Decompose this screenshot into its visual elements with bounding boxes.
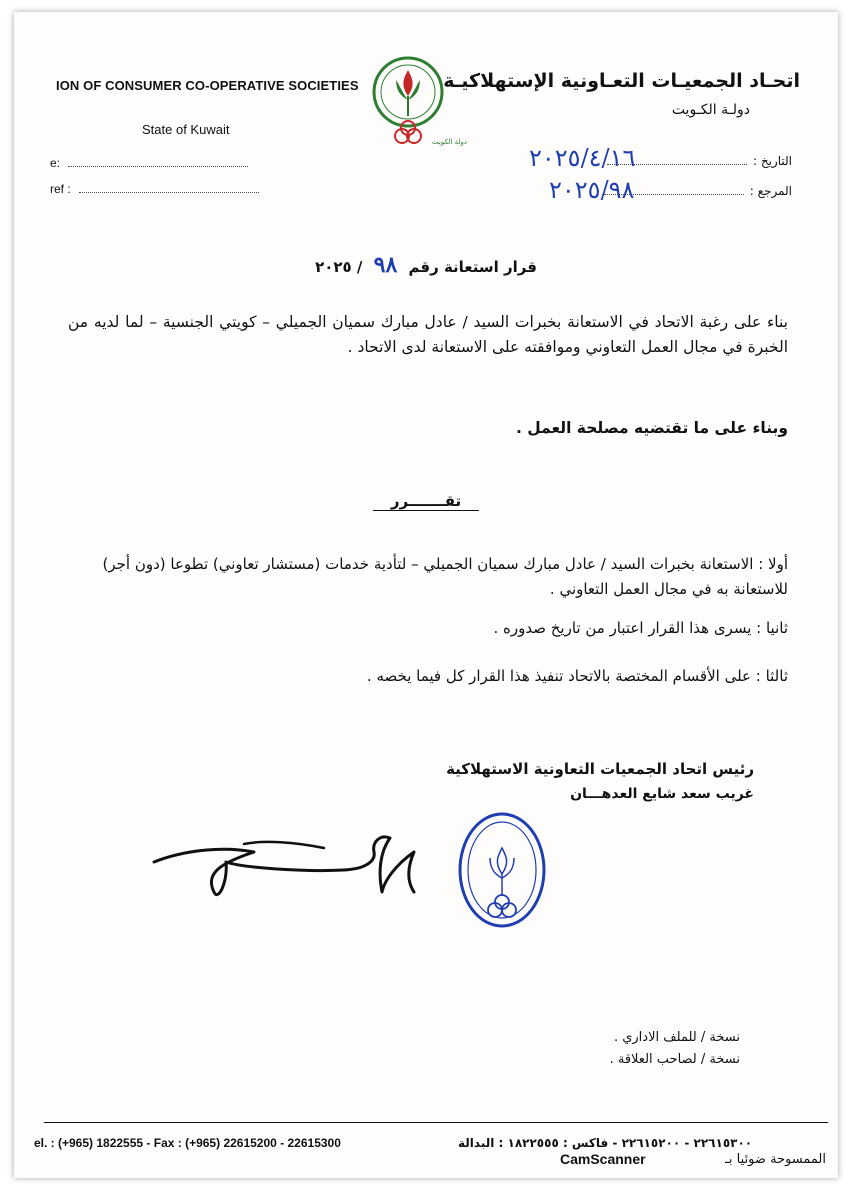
handwritten-ref: ٢٠٢٥/٩٨ — [549, 176, 635, 204]
copy-line-2: نسخة / لصاحب العلاقة . — [609, 1052, 740, 1067]
scanner-label-ar: الممسوحة ضوئيا بـ — [725, 1152, 826, 1167]
copy-line-1: نسخة / للملف الاداري . — [613, 1030, 740, 1045]
decision-item-2: ثانيا : يسرى هذا القرار اعتبار من تاريخ صدوره . — [493, 619, 788, 637]
scanner-app-name: CamScanner — [560, 1151, 646, 1167]
svg-text:دولة الكويت: دولة الكويت — [432, 138, 467, 146]
ref-label-en: ref : — [50, 182, 71, 196]
handwritten-signature — [144, 822, 464, 912]
document-page — [14, 12, 838, 1178]
official-stamp-icon — [454, 810, 554, 940]
date-field-en — [50, 156, 248, 170]
footer-divider — [44, 1122, 828, 1123]
decision-number: ٩٨ — [373, 252, 398, 278]
decision-year: / ٢٠٢٥ — [315, 258, 363, 276]
ref-dots — [79, 182, 259, 193]
date-label-ar: التاريخ : — [752, 154, 792, 168]
decision-item-3: ثالثا : على الأقسام المختصة بالاتحاد تنفيذ هذا القرار كل فيما يخصه . — [366, 667, 788, 685]
title-prefix: قرار استعانة رقم — [408, 258, 537, 276]
date-label-en: e: — [50, 156, 61, 170]
ref-field-en — [50, 182, 259, 196]
footer-contact-en: el. : (+965) 1822555 - Fax : (+965) 22615200 - 22615300 — [34, 1136, 341, 1150]
org-name-ar: اتحـاد الجمعيـات التعـاونية الإستهلاكيـة — [443, 70, 800, 92]
ref-label-ar: المرجع : — [749, 184, 792, 198]
signatory-name: غريب سعد شايع العدهـــان — [570, 786, 754, 802]
state-name-ar: دولـة الكـويت — [671, 102, 750, 118]
crest-logo-icon — [366, 40, 467, 150]
preamble-paragraph: بناء على رغبة الاتحاد في الاستعانة بخبرات السيد / عادل مبارك سميان الجميلي – كويتي الجنسية – لما لديه من الخبرة في مجال العمل التعاوني وموافقته على الاستعانة لدى الاتحاد . — [68, 313, 788, 356]
org-name-en: ION OF CONSUMER CO-OPERATIVE SOCIETIES — [56, 78, 359, 93]
footer-contact-ar: ٢٢٦١٥٣٠٠ - ٢٢٦١٥٢٠٠ - فاكس : ١٨٢٢٥٥٥ : البدالة — [458, 1136, 753, 1150]
decision-item-1: أولا : الاستعانة بخبرات السيد / عادل مبارك سميان الجميلي – لتأدية خدمات (مستشار تعاوني) تطوعا (دون أجر) للاستعانة به في مجال العمل التعاوني . — [102, 555, 788, 598]
decision-title — [14, 252, 838, 278]
handwritten-date: ٢٠٢٥/٤/١٦ — [529, 144, 636, 172]
date-dots — [68, 156, 248, 167]
decides-heading: تقـــــــرر — [14, 492, 838, 510]
preamble-paragraph-2: وبناء على ما تقتضيه مصلحة العمل . — [516, 419, 788, 437]
state-name-en: State of Kuwait — [142, 122, 230, 137]
signatory-title: رئيس اتحاد الجمعيات التعاونية الاستهلاكية — [446, 760, 754, 778]
